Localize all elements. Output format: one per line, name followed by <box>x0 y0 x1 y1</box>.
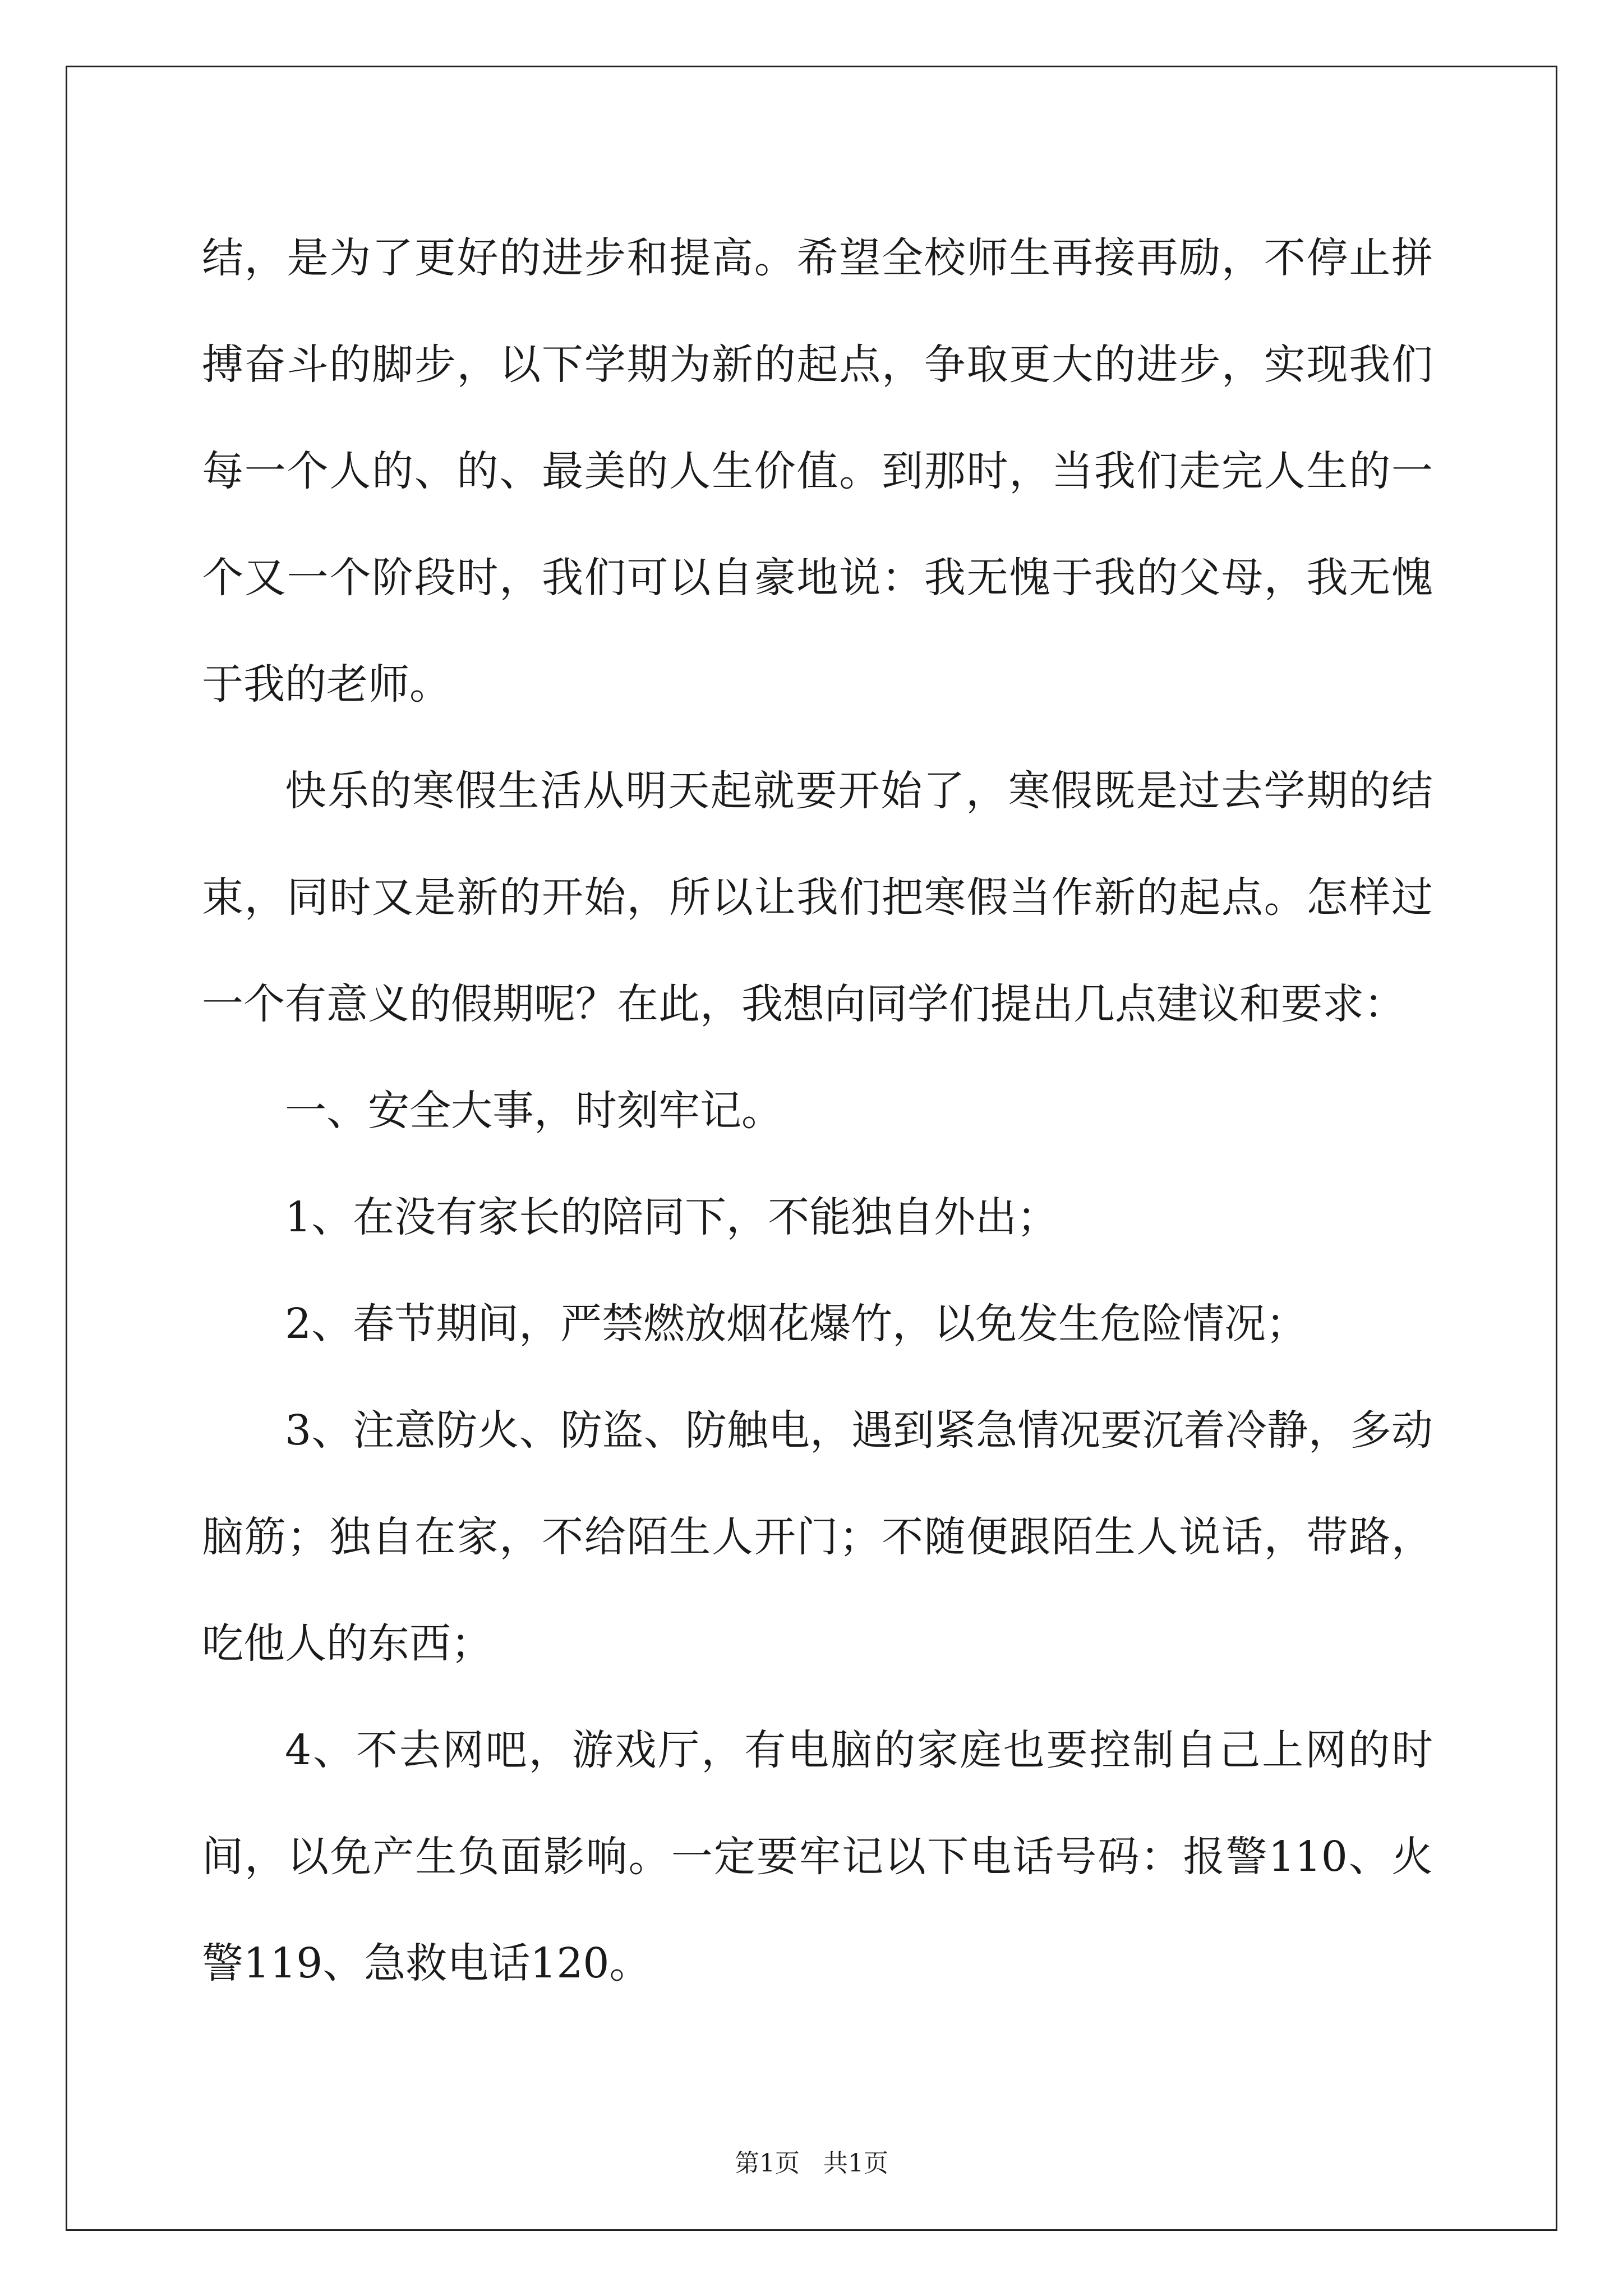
paragraph-2: 快乐的寒假生活从明天起就要开始了，寒假既是过去学期的结束，同时又是新的开始，所以让我们把寒假当作新的起点。怎样过一个有意义的假期呢？在此，我想向同学们提出几点建议和要求： <box>202 767 1433 1028</box>
document-body <box>202 205 1433 2017</box>
paragraph-4: 1、在没有家长的陪同下，不能独自外出； <box>285 1193 1059 1241</box>
page-number-footer: 第1页 共1页 <box>735 2149 888 2178</box>
paragraph-7: 4、不去网吧，游戏厅，有电脑的家庭也要控制自己上网的时间，以免产生负面影响。一定要牢记以下电话号码：报警110、火警119、急救电话120。 <box>202 1726 1433 1987</box>
paragraph-3: 一、安全大事，时刻牢记。 <box>285 1087 783 1135</box>
paragraph-5: 2、春节期间，严禁燃放烟花爆竹，以免发生危险情况； <box>285 1300 1308 1348</box>
paragraph-6: 3、注意防火、防盗、防触电，遇到紧急情况要沉着冷静，多动脑筋；独自在家，不给陌生人开门；不随便跟陌生人说话，带路，吃他人的东西； <box>202 1406 1433 1668</box>
paragraph-1: 结，是为了更好的进步和提高。希望全校师生再接再励，不停止拼搏奋斗的脚步，以下学期为新的起点，争取更大的进步，实现我们每一个人的、的、最美的人生价值。到那时，当我们走完人生的一个又一个阶段时，我们可以自豪地说：我无愧于我的父母，我无愧于我的老师。 <box>202 234 1433 708</box>
